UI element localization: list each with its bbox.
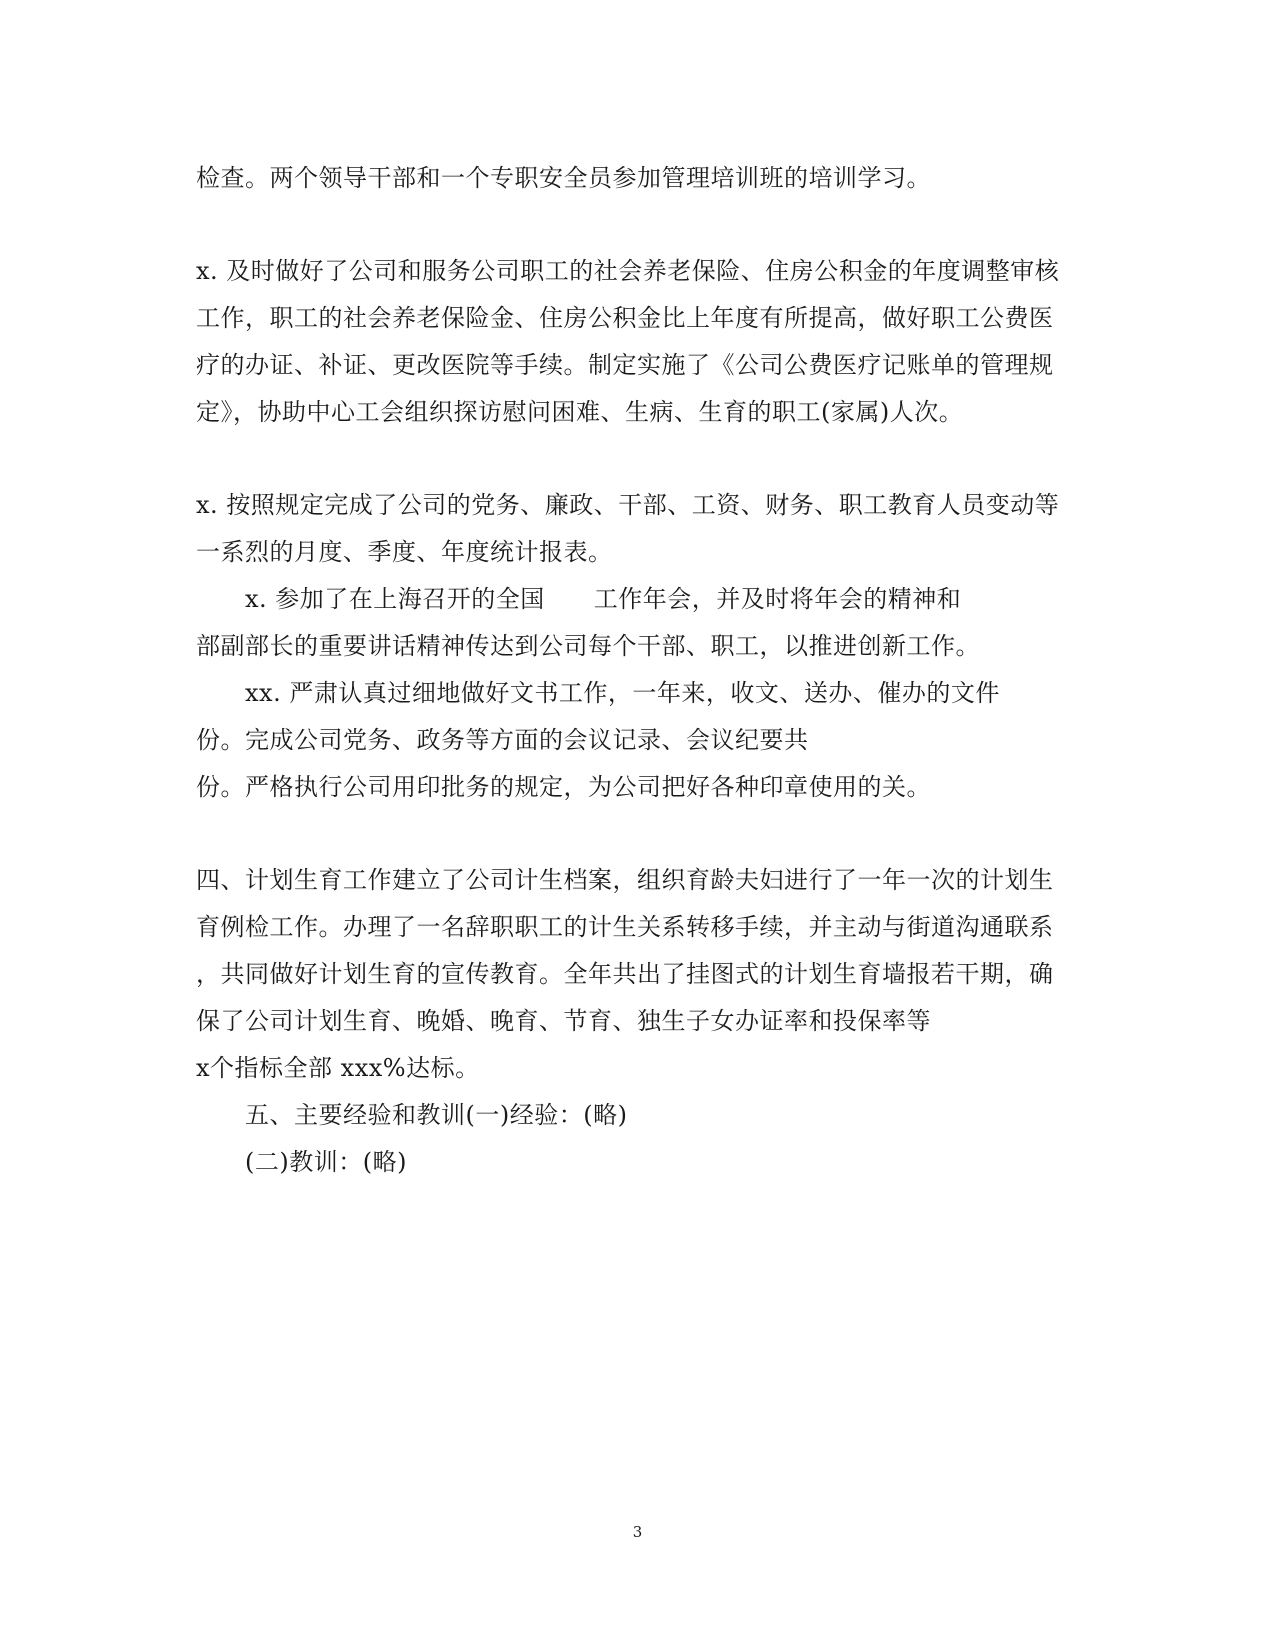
text-line: 份。严格执行公司用印批务的规定，为公司把好各种印章使用的关。 xyxy=(196,773,931,801)
text-line: 部副部长的重要讲话精神传达到公司每个干部、职工，以推进创新工作。 xyxy=(196,632,980,660)
text-line: x. 按照规定完成了公司的党务、廉政、干部、工资、财务、职工教育人员变动等 xyxy=(196,491,1060,519)
text-line: xx. 严肃认真过细地做好文书工作，一年来，收文、送办、催办的文件 xyxy=(245,679,1000,707)
text-line: 份。完成公司党务、政务等方面的会议记录、会议纪要共 xyxy=(196,726,809,754)
text-line: 检查。两个领导干部和一个专职安全员参加管理培训班的培训学习。 xyxy=(196,164,931,192)
text-line: 四、计划生育工作建立了公司计生档案，组织育龄夫妇进行了一年一次的计划生 xyxy=(196,866,1054,894)
text-line: x个指标全部 xxx%达标。 xyxy=(196,1054,480,1082)
text-line: 定》，协助中心工会组织探访慰问困难、生病、生育的职工(家属)人次。 xyxy=(196,398,964,426)
text-line: ，共同做好计划生育的宣传教育。全年共出了挂图式的计划生育墙报若干期，确 xyxy=(196,960,1054,988)
text-line: 一系烈的月度、季度、年度统计报表。 xyxy=(196,538,613,566)
text-line: 五、主要经验和教训(一)经验：(略) xyxy=(245,1101,628,1129)
text-line: x. 参加了在上海召开的全国 工作年会，并及时将年会的精神和 xyxy=(245,585,962,613)
text-line: (二)教训：(略) xyxy=(245,1148,407,1176)
text-line: 保了公司计划生育、晚婚、晚育、节育、独生子女办证率和投保率等 xyxy=(196,1007,931,1035)
text-line: 疗的办证、补证、更改医院等手续。制定实施了《公司公费医疗记账单的管理规 xyxy=(196,351,1054,379)
page-number: 3 xyxy=(632,1523,643,1541)
text-line: 育例检工作。办理了一名辞职职工的计生关系转移手续，并主动与街道沟通联系 xyxy=(196,913,1054,941)
text-line: 工作，职工的社会养老保险金、住房公积金比上年度有所提高，做好职工公费医 xyxy=(196,304,1054,332)
text-line: x. 及时做好了公司和服务公司职工的社会养老保险、住房公积金的年度调整审核 xyxy=(196,257,1060,285)
